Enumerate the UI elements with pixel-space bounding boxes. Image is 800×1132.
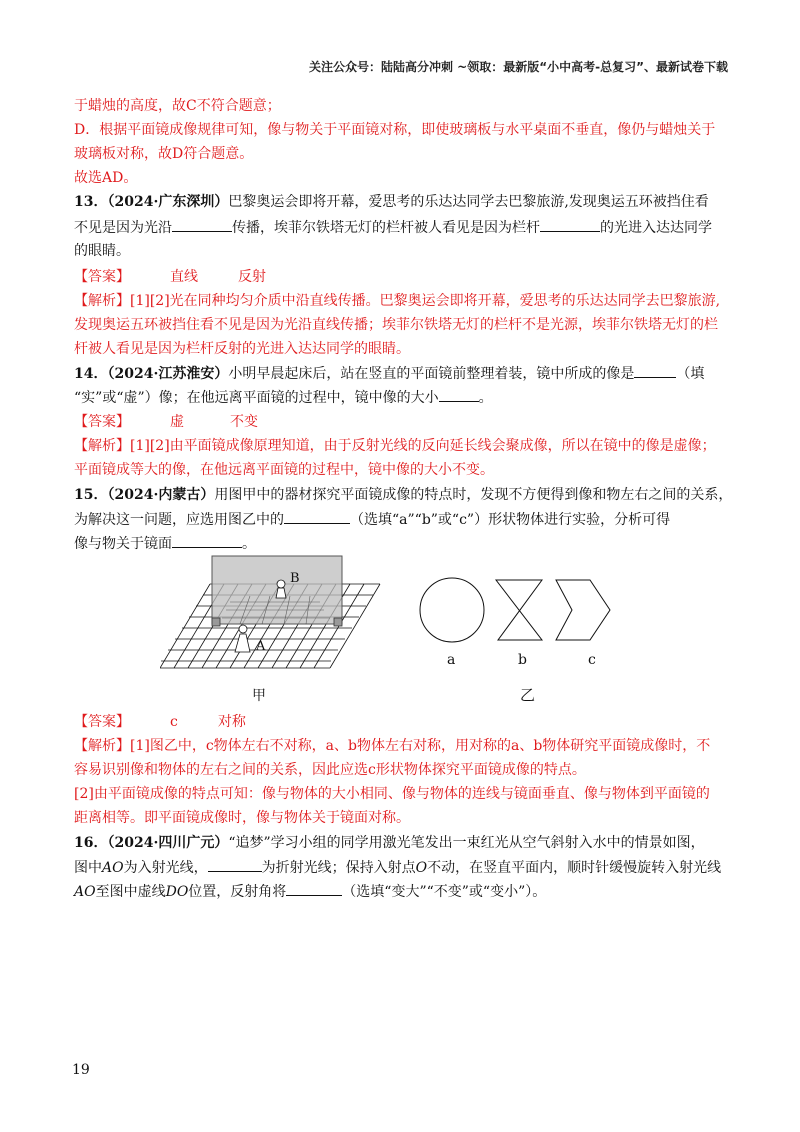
q16-text-b1: 图中: [74, 860, 102, 876]
q15-answer-1: c: [170, 714, 178, 730]
q15-source: （2024·内蒙古）: [107, 487, 215, 503]
q14-text-b2: 。: [478, 390, 493, 406]
q15-text-c2: 。: [242, 536, 256, 552]
page-header: 关注公众号：陆陆高分冲刺 ~领取：最新版“小中高考-总复习”、最新试卷下载: [309, 60, 728, 74]
q16-text-c2: 位置，反射角将: [188, 884, 287, 900]
q14-text-b1: “实”或“虚”）像；在他远离平面镜的过程中，镜中像的大小: [74, 390, 439, 406]
q16-source: （2024·四川广元）: [107, 835, 229, 851]
q13-text-b3: 的光进入达达同学: [600, 220, 712, 236]
q16-text-c3: （选填“变大”“不变”或“变小”）。: [342, 884, 547, 900]
q15-blank-2[interactable]: [172, 533, 242, 548]
q13-source: （2024·广东深圳）: [107, 194, 229, 210]
q13-analysis-text-1: [1][2]光在同种均匀介质中沿直线传播。巴黎奥运会即将开幕，爱思考的乐达达同学去巴黎旅游,: [130, 293, 721, 309]
answer-tag: 【答案】: [74, 269, 130, 285]
q13-analysis-2: 发现奥运五环被挡住看不见是因为光沿直线传播；埃菲尔铁塔无灯的栏杆不是光源，埃菲尔铁塔无灯的栏: [74, 317, 718, 333]
q15-answer-2: 对称: [217, 714, 246, 730]
q13-line-3: 的眼睛。: [74, 243, 130, 259]
q15-analysis-1: [74, 736, 710, 756]
analysis-tag: 【解析】: [74, 293, 130, 309]
q14-blank-2[interactable]: [439, 387, 479, 402]
q16-var-do: DO: [165, 884, 189, 900]
q13-number: 13．: [74, 194, 108, 210]
prev-analysis-line-1: 于蜡烛的高度，故C不符合题意；: [74, 98, 281, 114]
q16-line-2: [74, 857, 721, 878]
q14-number: 14．: [74, 366, 108, 382]
q13-answer-1: 直线: [170, 269, 198, 285]
caption-jia: 甲: [252, 688, 266, 704]
q14-analysis-text-1: [1][2]由平面镜成像原理知道，由于反射光线的反向延长线会聚成像，所以在镜中的像是虚像；: [130, 438, 716, 454]
q16-line-3: [74, 881, 546, 902]
q16-text-c1: 至图中虚线: [95, 884, 166, 900]
q13-text-b2: 传播，埃菲尔铁塔无灯的栏杆被人看见是因为栏杆: [232, 220, 540, 236]
q15-analysis-3: [2]由平面镜成像的特点可知：像与物体的大小相同、像与物体的连线与镜面垂直、像与物体到平面镜的: [74, 786, 710, 802]
q13-line-1: [74, 192, 709, 212]
q15-text-b1: 为解决这一问题，应选用图乙中的: [74, 512, 284, 528]
q14-text-a1: 小明早晨起床后，站在竖直的平面镜前整理着装，镜中所成的像是: [228, 366, 635, 382]
q13-analysis-1: [74, 291, 720, 311]
glass-plate: [212, 556, 342, 624]
plate-clip-right: [334, 618, 342, 626]
q14-answer-2: 不变: [230, 414, 258, 430]
q15-text-c1: 像与物关于镜面: [74, 536, 172, 552]
q14-line-1: [74, 363, 704, 384]
figure-yi: [418, 576, 618, 646]
q15-line-3: [74, 533, 256, 554]
prev-analysis-line-2: D．根据平面镜成像规律可知，像与物关于平面镜对称，即使玻璃板与水平桌面不垂直，像仍与蜡烛关于: [74, 122, 716, 138]
answer-tag: 【答案】: [74, 414, 130, 430]
shape-a-label: a: [447, 652, 456, 668]
answer-tag: 【答案】: [74, 714, 130, 730]
shape-c-chevron: [556, 580, 610, 640]
q16-text-b3: 为折射光线；保持入射点: [261, 860, 416, 876]
plate-clip-left: [212, 618, 220, 626]
q15-blank-1[interactable]: [284, 509, 350, 524]
q16-text-b2: 为入射光线，: [123, 860, 208, 876]
figure-jia: [160, 552, 390, 672]
q14-analysis-2: 平面镜成等大的像，在他远离平面镜的过程中，镜中像的大小不变。: [74, 462, 494, 478]
q13-blank-1[interactable]: [172, 217, 232, 232]
q16-var-ao: AO: [102, 860, 124, 876]
shape-b-label: b: [518, 652, 527, 668]
analysis-tag: 【解析】: [74, 738, 130, 754]
prev-analysis-line-3: 玻璃板对称，故D符合题意。: [74, 146, 254, 162]
shape-a-circle: [420, 578, 484, 642]
q16-blank-1[interactable]: [208, 857, 262, 872]
q13-text-b1: 不见是因为光沿: [74, 220, 172, 236]
page-number: 19: [72, 1062, 90, 1078]
q13-blank-2[interactable]: [540, 217, 600, 232]
q14-source: （2024·江苏淮安）: [107, 366, 229, 382]
q15-answer: [74, 712, 246, 732]
q16-number: 16．: [74, 835, 108, 851]
q15-text-b2: （选填“a”“b”或“c”）形状物体进行实验，分析可得: [350, 512, 671, 528]
q13-answer-2: 反射: [238, 269, 266, 285]
prev-analysis-line-4: 故选AD。: [74, 170, 138, 186]
q13-text: 巴黎奥运会即将开幕，爱思考的乐达达同学去巴黎旅游,发现奥运五环被挡住看: [228, 194, 709, 210]
q15-line-2: [74, 509, 670, 530]
q14-text-a2: （填: [676, 366, 705, 382]
q13-line-2: [74, 217, 712, 238]
q16-text-b4: 不动，在竖直平面内，顺时针缓慢旋转入射光线: [427, 860, 722, 876]
shape-b-hourglass: [496, 580, 542, 640]
q16-blank-2[interactable]: [286, 881, 342, 896]
q15-text: 用图甲中的器材探究平面镜成像的特点时，发现不方便得到像和物左右之间的关系，: [214, 487, 733, 503]
q14-answer: [74, 412, 258, 432]
label-b: B: [290, 571, 300, 586]
candle-b: [276, 580, 286, 598]
analysis-tag: 【解析】: [74, 438, 130, 454]
q13-answer: [74, 267, 266, 287]
q14-line-2: [74, 387, 493, 408]
q15-line-1: [74, 485, 732, 505]
q16-line-1: [74, 833, 705, 853]
caption-yi: 乙: [520, 686, 536, 704]
q15-analysis-4: 距离相等。即平面镜成像时，像与物体关于镜面对称。: [74, 810, 410, 826]
q16-text: “追梦”学习小组的同学用激光笔发出一束红光从空气斜射入水中的情景如图，: [228, 835, 705, 851]
q15-number: 15．: [74, 487, 108, 503]
q14-blank-1[interactable]: [634, 363, 676, 378]
q14-answer-1: 虚: [170, 414, 184, 430]
q15-analysis-2: 容易识别像和物体的左右之间的关系，因此应选c形状物体探究平面镜成像的特点。: [74, 762, 586, 778]
shape-c-label: c: [588, 652, 596, 668]
q13-analysis-3: 杆被人看见是因为栏杆反射的光进入达达同学的眼睛。: [74, 341, 410, 357]
q16-var-o: O: [415, 860, 428, 876]
q15-analysis-text-1: [1]图乙中，c物体左右不对称，a、b物体左右对称，用对称的a、b物体研究平面镜成像时，不: [130, 738, 711, 754]
q16-var-ao-2: AO: [74, 884, 96, 900]
label-a: A: [256, 639, 266, 654]
q14-analysis-1: [74, 436, 716, 456]
